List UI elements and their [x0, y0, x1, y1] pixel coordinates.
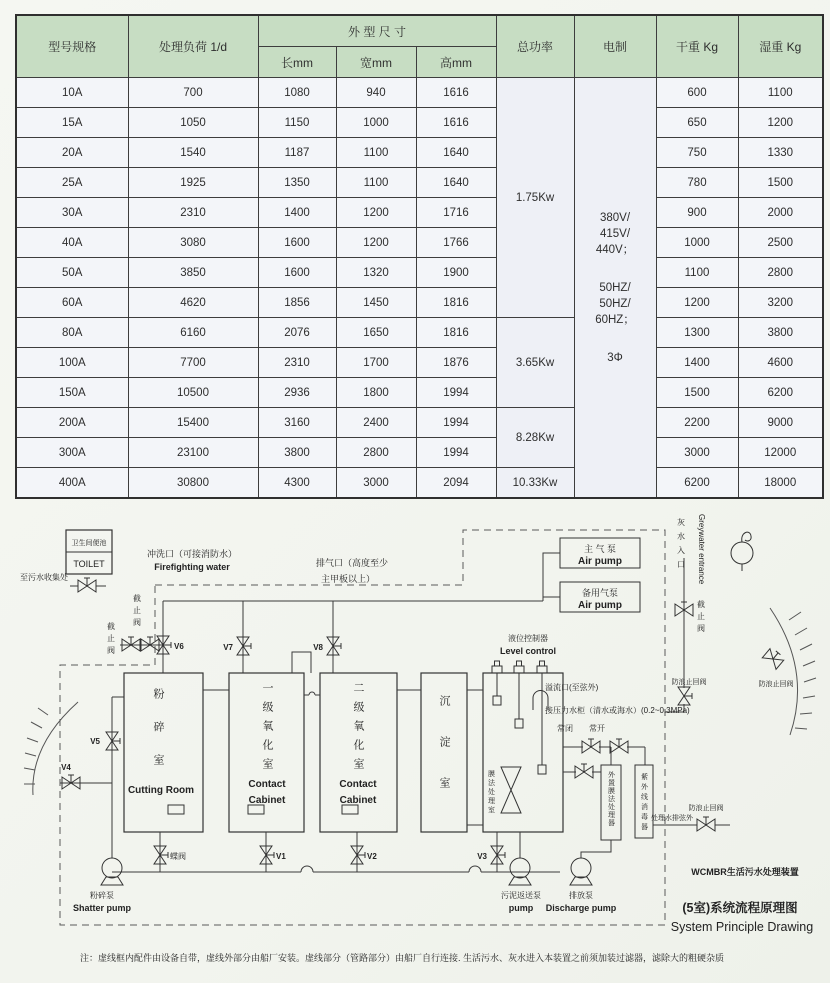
cell-dry: 1200 — [656, 288, 738, 318]
stop-valve-label: 截止阀 — [132, 594, 142, 630]
tank3-label-en2: Cabinet — [339, 795, 377, 806]
cell-model: 150A — [16, 378, 128, 408]
header-row-1 — [16, 15, 823, 47]
discharge-pump-label-cn: 排放泵 — [569, 891, 593, 900]
cell-model: 25A — [16, 168, 128, 198]
cell-wet: 2500 — [738, 228, 823, 258]
valve-v5-icon — [106, 732, 120, 750]
cell-dry: 780 — [656, 168, 738, 198]
valve-v6-label: V6 — [174, 642, 184, 651]
cell-wet: 4600 — [738, 348, 823, 378]
cell-load: 23100 — [128, 438, 258, 468]
spec-table-section — [15, 14, 824, 499]
col-header-model: 型号规格 — [16, 15, 128, 78]
membrane-feed-valve-icon — [575, 764, 593, 778]
electric-line: 50HZ/ — [599, 281, 631, 294]
flush-label-cn: 冲洗口（可接消防水） — [146, 549, 238, 559]
tank-membrane — [483, 673, 563, 832]
cell-load: 1540 — [128, 138, 258, 168]
cell-height: 1994 — [416, 408, 496, 438]
normally-open-label: 常开 — [589, 724, 605, 733]
cell-wet: 9000 — [738, 408, 823, 438]
cell-model: 20A — [16, 138, 128, 168]
table-row — [16, 198, 823, 228]
cell-length: 1187 — [258, 138, 336, 168]
sewage-valve-icon — [70, 578, 106, 592]
cell-model: 60A — [16, 288, 128, 318]
col-header-height: 高mm — [416, 47, 496, 78]
cell-load: 7700 — [128, 348, 258, 378]
electric-phase: 3Φ — [607, 351, 623, 364]
cell-dry: 1300 — [656, 318, 738, 348]
cell-dry: 750 — [656, 138, 738, 168]
electric-line: 415V/ — [599, 227, 631, 240]
col-header-power: 总功率 — [496, 15, 574, 78]
table-row — [16, 78, 823, 108]
bottom-piping — [112, 832, 611, 872]
cell-power-group: 10.33Kw — [496, 468, 574, 499]
anti-wave-valve-label: 防浪止回阀 — [688, 805, 724, 812]
shatter-pump-label-cn: 粉碎泵 — [90, 891, 114, 900]
cell-length: 2936 — [258, 378, 336, 408]
valve-v8-icon — [327, 637, 341, 655]
cell-length: 3800 — [258, 438, 336, 468]
normally-closed-label: 常闭 — [557, 724, 573, 733]
cell-length: 1600 — [258, 228, 336, 258]
anti-wave-valve-icon — [678, 687, 692, 705]
cell-wet: 3800 — [738, 318, 823, 348]
valve-v3-icon — [491, 846, 505, 864]
level-control-label-cn: 液位控制器 — [508, 634, 548, 643]
cell-length: 1350 — [258, 168, 336, 198]
cell-height: 1900 — [416, 258, 496, 288]
diagram-title-sub: (5室)系统流程原理图 — [682, 901, 798, 915]
valve-v8-label: V8 — [313, 643, 323, 652]
cell-height: 1716 — [416, 198, 496, 228]
table-row — [16, 468, 823, 499]
cell-length: 1600 — [258, 258, 336, 288]
diagram-title-cn: WCMBR生活污水处理装置 — [691, 867, 799, 877]
cell-load: 2310 — [128, 198, 258, 228]
valve-v7-label: V7 — [223, 643, 233, 652]
diagram-title-en: System Principle Drawing — [670, 920, 814, 934]
spec-table — [15, 14, 824, 499]
cell-load: 1925 — [128, 168, 258, 198]
cell-length: 2076 — [258, 318, 336, 348]
table-row — [16, 438, 823, 468]
toilet-box — [66, 530, 112, 574]
exhaust-label-2: 主甲板以上） — [320, 574, 376, 584]
greywater-piping — [665, 558, 684, 712]
tank1-label-cn: 粉碎室 — [152, 688, 164, 787]
toilet-label-en: TOILET — [73, 559, 105, 569]
cell-wet: 2000 — [738, 198, 823, 228]
cell-model: 300A — [16, 438, 128, 468]
discharge-pump-label-en: Discharge pump — [545, 903, 617, 913]
tank2-label-cn: 一级氧化室 — [261, 682, 273, 777]
col-header-dry: 干重 Kg — [656, 15, 738, 78]
uv-sterilizer-label: 紫外线消毒器 — [640, 773, 648, 833]
valve-v5-label: V5 — [90, 737, 100, 746]
cell-height: 1994 — [416, 438, 496, 468]
cell-length: 1400 — [258, 198, 336, 228]
cell-height: 1816 — [416, 288, 496, 318]
cell-wet: 12000 — [738, 438, 823, 468]
electric-frequency-lines — [575, 280, 656, 328]
butterfly-valve-icon — [154, 846, 168, 864]
cell-model: 100A — [16, 348, 128, 378]
cell-height: 1994 — [416, 378, 496, 408]
external-membrane-box — [601, 765, 621, 840]
col-header-load: 处理负荷 1/d — [128, 15, 258, 78]
cell-width: 2800 — [336, 438, 416, 468]
backup-air-pump-box — [560, 582, 640, 612]
cell-length: 1080 — [258, 78, 336, 108]
cell-model: 15A — [16, 108, 128, 138]
cell-length: 3160 — [258, 408, 336, 438]
cell-load: 15400 — [128, 408, 258, 438]
electric-line: 440V； — [595, 243, 635, 256]
cell-length: 1150 — [258, 108, 336, 138]
system-diagram — [0, 500, 830, 983]
cell-load: 3850 — [128, 258, 258, 288]
table-row — [16, 348, 823, 378]
main-air-pump-box — [560, 538, 640, 568]
shatter-pump-label-en: Shatter pump — [72, 903, 132, 913]
cell-length: 2310 — [258, 348, 336, 378]
cell-model: 10A — [16, 78, 128, 108]
overflow-label: 溢流口(至弦外) — [545, 683, 599, 692]
electric-voltage-lines — [575, 210, 656, 258]
cell-width: 1200 — [336, 198, 416, 228]
cell-width: 2400 — [336, 408, 416, 438]
cell-width: 1650 — [336, 318, 416, 348]
cell-dry: 6200 — [656, 468, 738, 499]
valve-v1-label: V1 — [276, 852, 286, 861]
cell-load: 10500 — [128, 378, 258, 408]
valve-v1-icon — [260, 846, 274, 864]
table-row — [16, 408, 823, 438]
cell-dry: 900 — [656, 198, 738, 228]
tank2-label-en2: Cabinet — [248, 795, 286, 806]
cell-width: 1000 — [336, 108, 416, 138]
no-valve-icon — [610, 739, 628, 753]
table-row — [16, 108, 823, 138]
cell-model: 80A — [16, 318, 128, 348]
cell-width: 3000 — [336, 468, 416, 499]
cell-width: 940 — [336, 78, 416, 108]
level-control-label-en: Level control — [499, 646, 557, 656]
hull-arc-right — [770, 608, 816, 735]
cell-dry: 650 — [656, 108, 738, 138]
valve-v7-icon — [237, 637, 251, 655]
table-row — [16, 168, 823, 198]
cell-height: 1640 — [416, 138, 496, 168]
level-sensors — [492, 661, 547, 774]
electric-line: 50HZ/ — [599, 297, 631, 310]
cell-height: 1616 — [416, 78, 496, 108]
tank-drain-fitting — [342, 805, 358, 814]
cell-model: 50A — [16, 258, 128, 288]
cell-wet: 6200 — [738, 378, 823, 408]
cell-length: 1856 — [258, 288, 336, 318]
cell-dry: 1500 — [656, 378, 738, 408]
anti-wave-valve-label: 防浪止回阀 — [758, 681, 794, 688]
cell-wet: 1200 — [738, 108, 823, 138]
valve-v3-label: V3 — [477, 852, 487, 861]
cell-height: 1816 — [416, 318, 496, 348]
cell-model: 200A — [16, 408, 128, 438]
col-header-electric: 电制 — [574, 15, 656, 78]
left-feed-piping — [60, 697, 124, 858]
butterfly-valve-label: 蝶阀 — [170, 852, 186, 861]
cell-dry: 2200 — [656, 408, 738, 438]
cell-wet: 2800 — [738, 258, 823, 288]
electric-line: 380V/ — [599, 211, 631, 224]
cell-wet: 1500 — [738, 168, 823, 198]
stop-valve-icon — [141, 637, 159, 651]
pressure-water-label: 接压力水柜（清水或海水）(0.2~0.3MPa) — [545, 706, 690, 715]
cell-width: 1800 — [336, 378, 416, 408]
stop-valve-label: 截止阀 — [696, 600, 706, 636]
tank3-label-en1: Contact — [339, 779, 377, 790]
cell-width: 1100 — [336, 138, 416, 168]
cell-dry: 3000 — [656, 438, 738, 468]
cell-height: 1640 — [416, 168, 496, 198]
discharge-pump-icon — [570, 858, 592, 885]
to-sewage-label: 至污水收集处 — [20, 573, 68, 582]
cell-width: 1200 — [336, 228, 416, 258]
toilet-label-cn: 卫生间便池 — [71, 540, 107, 547]
footnote: 注：虚线框内配件由设备自带，虚线外部分由船厂安装。虚线部分（管路部分）由船厂自行连接. 生活污水、灰水进入本装置之前须加装过滤器，滤除大的粗硬杂质 — [80, 953, 725, 963]
cell-dry: 1400 — [656, 348, 738, 378]
nc-valve-icon — [582, 739, 600, 753]
cell-width: 1320 — [336, 258, 416, 288]
valve-v2-label: V2 — [367, 852, 377, 861]
col-header-length: 长mm — [258, 47, 336, 78]
sludge-pump-label-cn: 污泥返送泵 — [501, 891, 541, 900]
cell-wet: 3200 — [738, 288, 823, 318]
cell-width: 1450 — [336, 288, 416, 318]
cell-length: 4300 — [258, 468, 336, 499]
main-air-pump-cn: 主 气 泵 — [583, 544, 617, 554]
cell-load: 6160 — [128, 318, 258, 348]
cell-wet: 1100 — [738, 78, 823, 108]
cell-model: 400A — [16, 468, 128, 499]
table-row — [16, 318, 823, 348]
cell-load: 1050 — [128, 108, 258, 138]
cell-height: 1616 — [416, 108, 496, 138]
cell-dry: 1100 — [656, 258, 738, 288]
flush-label-en: Firefighting water — [154, 562, 230, 572]
tank3-label-cn: 二级氧化室 — [352, 682, 364, 777]
cell-wet: 1330 — [738, 138, 823, 168]
anti-wave-valve-label: 防浪止回阀 — [671, 679, 707, 686]
tank5-label-cn: 膜法处理室 — [487, 770, 495, 815]
cell-power-group: 1.75Kw — [496, 78, 574, 318]
stop-valve-icon — [122, 637, 140, 651]
valve-v2-icon — [351, 846, 365, 864]
cell-load: 3080 — [128, 228, 258, 258]
sludge-pump-label-en: pump — [508, 903, 534, 913]
col-header-wet: 湿重 Kg — [738, 15, 823, 78]
greywater-label-en: Greywater entrance — [697, 514, 706, 585]
cell-width: 1700 — [336, 348, 416, 378]
valve-v4-icon — [62, 775, 80, 789]
cell-model: 40A — [16, 228, 128, 258]
tank1-label-en: Cutting Room — [127, 785, 195, 796]
main-air-pump-en: Air pump — [578, 556, 622, 567]
diagram-svg — [0, 500, 830, 983]
greywater-label-cn: 灰水入口 — [676, 518, 686, 574]
cell-height: 2094 — [416, 468, 496, 499]
valve-v4-label: V4 — [61, 763, 71, 772]
hull-arc-left — [24, 702, 78, 795]
col-header-dims: 外 型 尺 寸 — [258, 15, 496, 47]
tank-drain-fitting — [168, 805, 184, 814]
cell-load: 30800 — [128, 468, 258, 499]
membrane-module-icon — [501, 691, 548, 814]
stop-valve-label: 截止阀 — [106, 622, 116, 658]
cell-power-group: 8.28Kw — [496, 408, 574, 468]
cell-width: 1100 — [336, 168, 416, 198]
anti-wave-valve-icon — [762, 647, 785, 669]
table-row — [16, 138, 823, 168]
table-row — [16, 228, 823, 258]
cell-height: 1766 — [416, 228, 496, 258]
air-pump-piping — [543, 553, 560, 601]
tank-drain-fitting — [248, 805, 264, 814]
exhaust-label-1: 排气口（高度至少 — [315, 558, 389, 568]
uv-sterilizer-box — [635, 765, 653, 838]
col-header-width: 宽mm — [336, 47, 416, 78]
external-membrane-label: 外置膜法处理器 — [607, 771, 615, 827]
treated-water-label: 处理水排弦外 — [651, 815, 693, 822]
cell-load: 700 — [128, 78, 258, 108]
tank4-label-cn: 沉淀室 — [438, 695, 450, 818]
table-row — [16, 378, 823, 408]
vent-head-icon — [731, 532, 753, 571]
cell-height: 1876 — [416, 348, 496, 378]
cell-dry: 1000 — [656, 228, 738, 258]
table-row — [16, 288, 823, 318]
cell-model: 30A — [16, 198, 128, 228]
cell-dry: 600 — [656, 78, 738, 108]
treated-water-valve-icon — [697, 817, 715, 831]
cell-load: 4620 — [128, 288, 258, 318]
cell-power-group: 3.65Kw — [496, 318, 574, 408]
cell-electric — [574, 78, 656, 499]
cell-wet: 18000 — [738, 468, 823, 499]
electric-line: 60HZ； — [595, 313, 635, 326]
backup-air-pump-cn: 备用气泵 — [581, 588, 619, 598]
backup-air-pump-en: Air pump — [578, 600, 622, 611]
tank2-label-en1: Contact — [248, 779, 286, 790]
table-row — [16, 258, 823, 288]
